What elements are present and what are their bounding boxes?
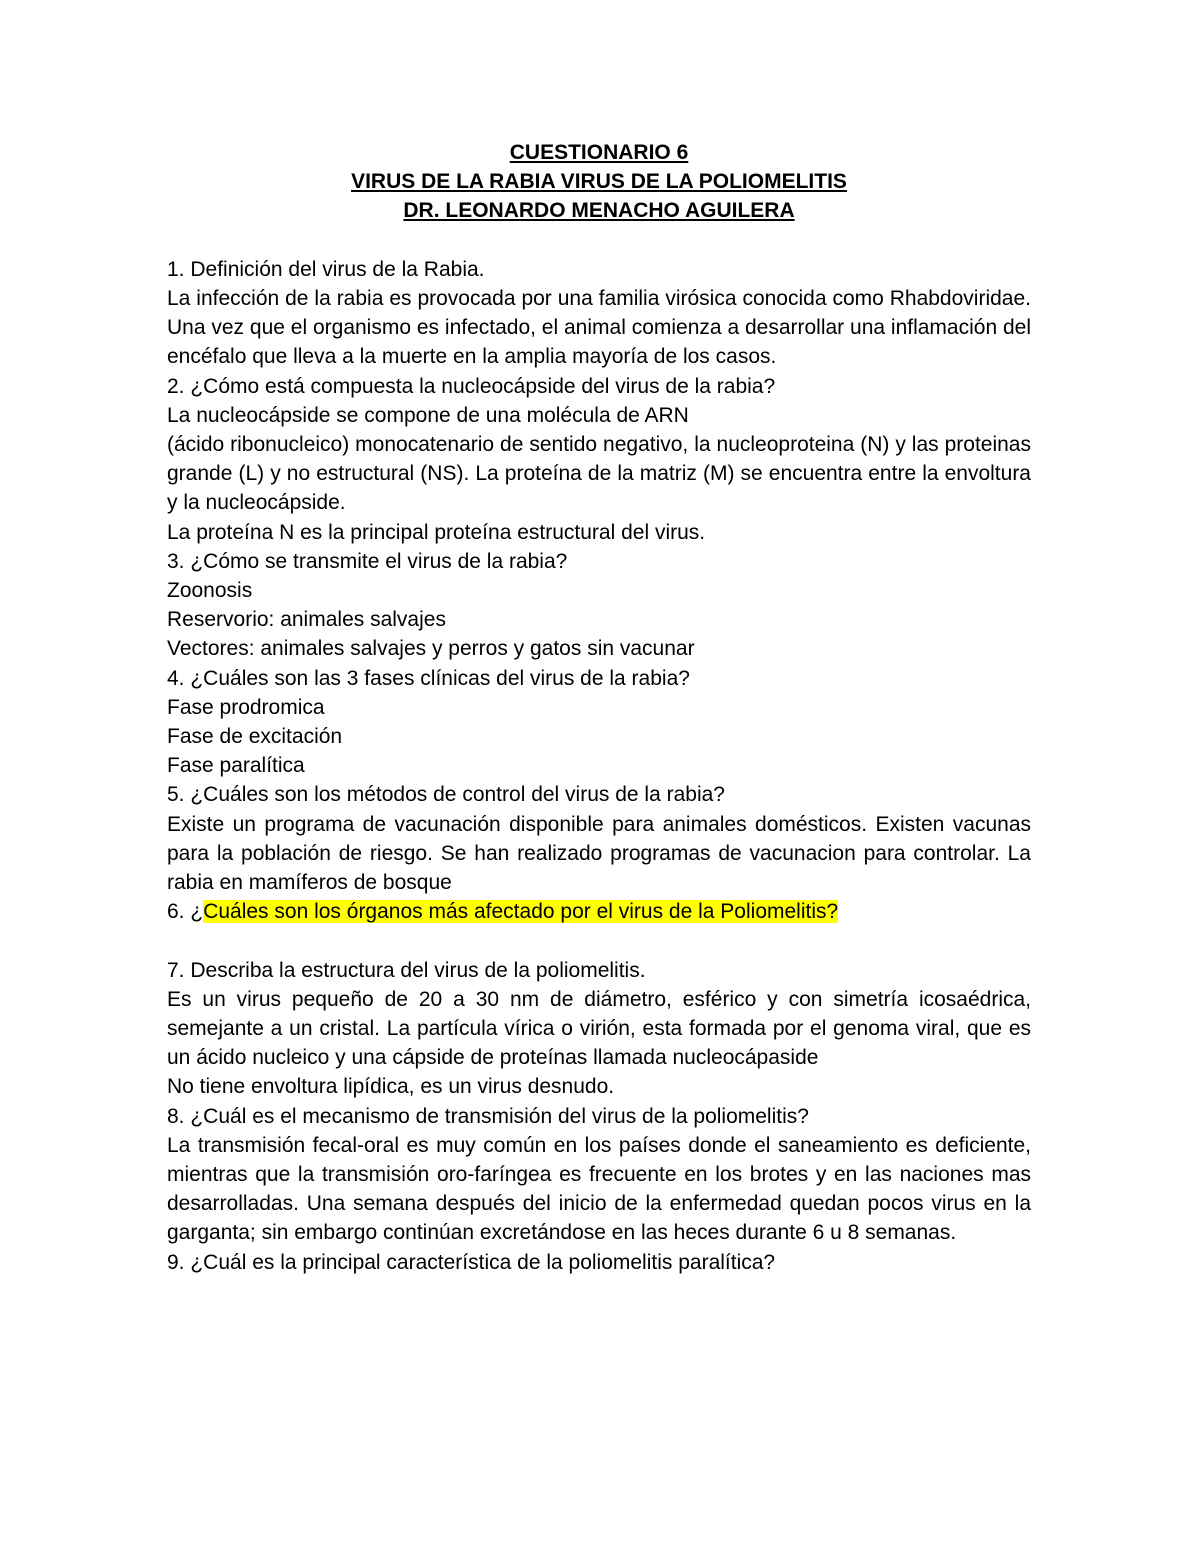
question-8: 8. ¿Cuál es el mecanismo de transmisión del virus de la poliomelitis? [167, 1104, 809, 1128]
answer-2-paragraph: (ácido ribonucleico) monocatenario de sentido negativo, la nucleoproteina (N) y las proteinas grande (L) y no estructural (NS). La proteína de la matriz (M) se encuentra entre la envoltura y la nucleocápside. [167, 433, 1031, 515]
question-2: 2. ¿Cómo está compuesta la nucleocápside del virus de la rabia? [167, 374, 776, 398]
highlighted-question-6: Cuáles son los órganos más afectado por el virus de la Poliomelitis? [203, 900, 839, 924]
answer-4-item: Fase prodromica [167, 695, 325, 719]
document-subtitle: VIRUS DE LA RABIA VIRUS DE LA POLIOMELITIS [351, 170, 847, 194]
question-4: 4. ¿Cuáles son las 3 fases clínicas del virus de la rabia? [167, 666, 690, 690]
blank-line [167, 926, 1031, 955]
question-6 [167, 897, 1031, 926]
document-body [167, 138, 1031, 1277]
answer-7: Es un virus pequeño de 20 a 30 nm de diámetro, esférico y con simetría icosaédrica, semejante a un cristal. La partícula vírica o virión, esta formada por el genoma viral, que es un ácido nucleico y una cápside de proteínas llamada nucleocápaside [167, 987, 1031, 1070]
blank-line [167, 226, 1031, 255]
document-author: DR. LEONARDO MENACHO AGUILERA [403, 199, 795, 223]
answer-4-item: Fase de excitación [167, 725, 343, 749]
answer-2-line-3: La proteína N es la principal proteína estructural del virus. [167, 520, 706, 544]
document-title: CUESTIONARIO 6 [509, 141, 689, 164]
question-3: 3. ¿Cómo se transmite el virus de la rabia? [167, 549, 568, 573]
answer-3-item: Vectores: animales salvajes y perros y gatos sin vacunar [167, 637, 695, 661]
question-6-prefix: 6. ¿ [167, 900, 204, 924]
question-5: 5. ¿Cuáles son los métodos de control del virus de la rabia? [167, 783, 725, 807]
answer-8: La transmisión fecal-oral es muy común en los países donde el saneamiento es deficiente, mientras que la transmisión oro-faríngea es frecuente en los brotes y en las naciones mas desarrolladas. Una semana después del inicio de la enfermedad quedan pocos virus en la garganta; sin embargo continúan excretándose en las heces durante 6 u 8 semanas. [167, 1133, 1031, 1245]
answer-5: Existe un programa de vacunación disponible para animales domésticos. Existen vacunas para la población de riesgo. Se han realizado programas de vacunacion para controlar. La rabia en mamíferos de bosque [167, 812, 1031, 895]
answer-3-item: Zoonosis [167, 579, 253, 603]
question-9: 9. ¿Cuál es la principal característica de la poliomelitis paralítica? [167, 1250, 776, 1274]
answer-7-line-2: No tiene envoltura lipídica, es un virus desnudo. [167, 1075, 615, 1099]
answer-4-item: Fase paralítica [167, 754, 305, 778]
question-1: 1. Definición del virus de la Rabia. [167, 257, 485, 281]
answer-2-line-1: La nucleocápside se compone de una molécula de ARN [167, 403, 689, 427]
answer-1: La infección de la rabia es provocada por una familia virósica conocida como Rhabdoviridae. Una vez que el organismo es infectado, el animal comienza a desarrollar una inflamación del encéfalo que lleva a la muerte en la amplia mayoría de los casos. [167, 287, 1031, 369]
question-7: 7. Describa la estructura del virus de la poliomelitis. [167, 958, 646, 982]
answer-3-item: Reservorio: animales salvajes [167, 608, 446, 632]
